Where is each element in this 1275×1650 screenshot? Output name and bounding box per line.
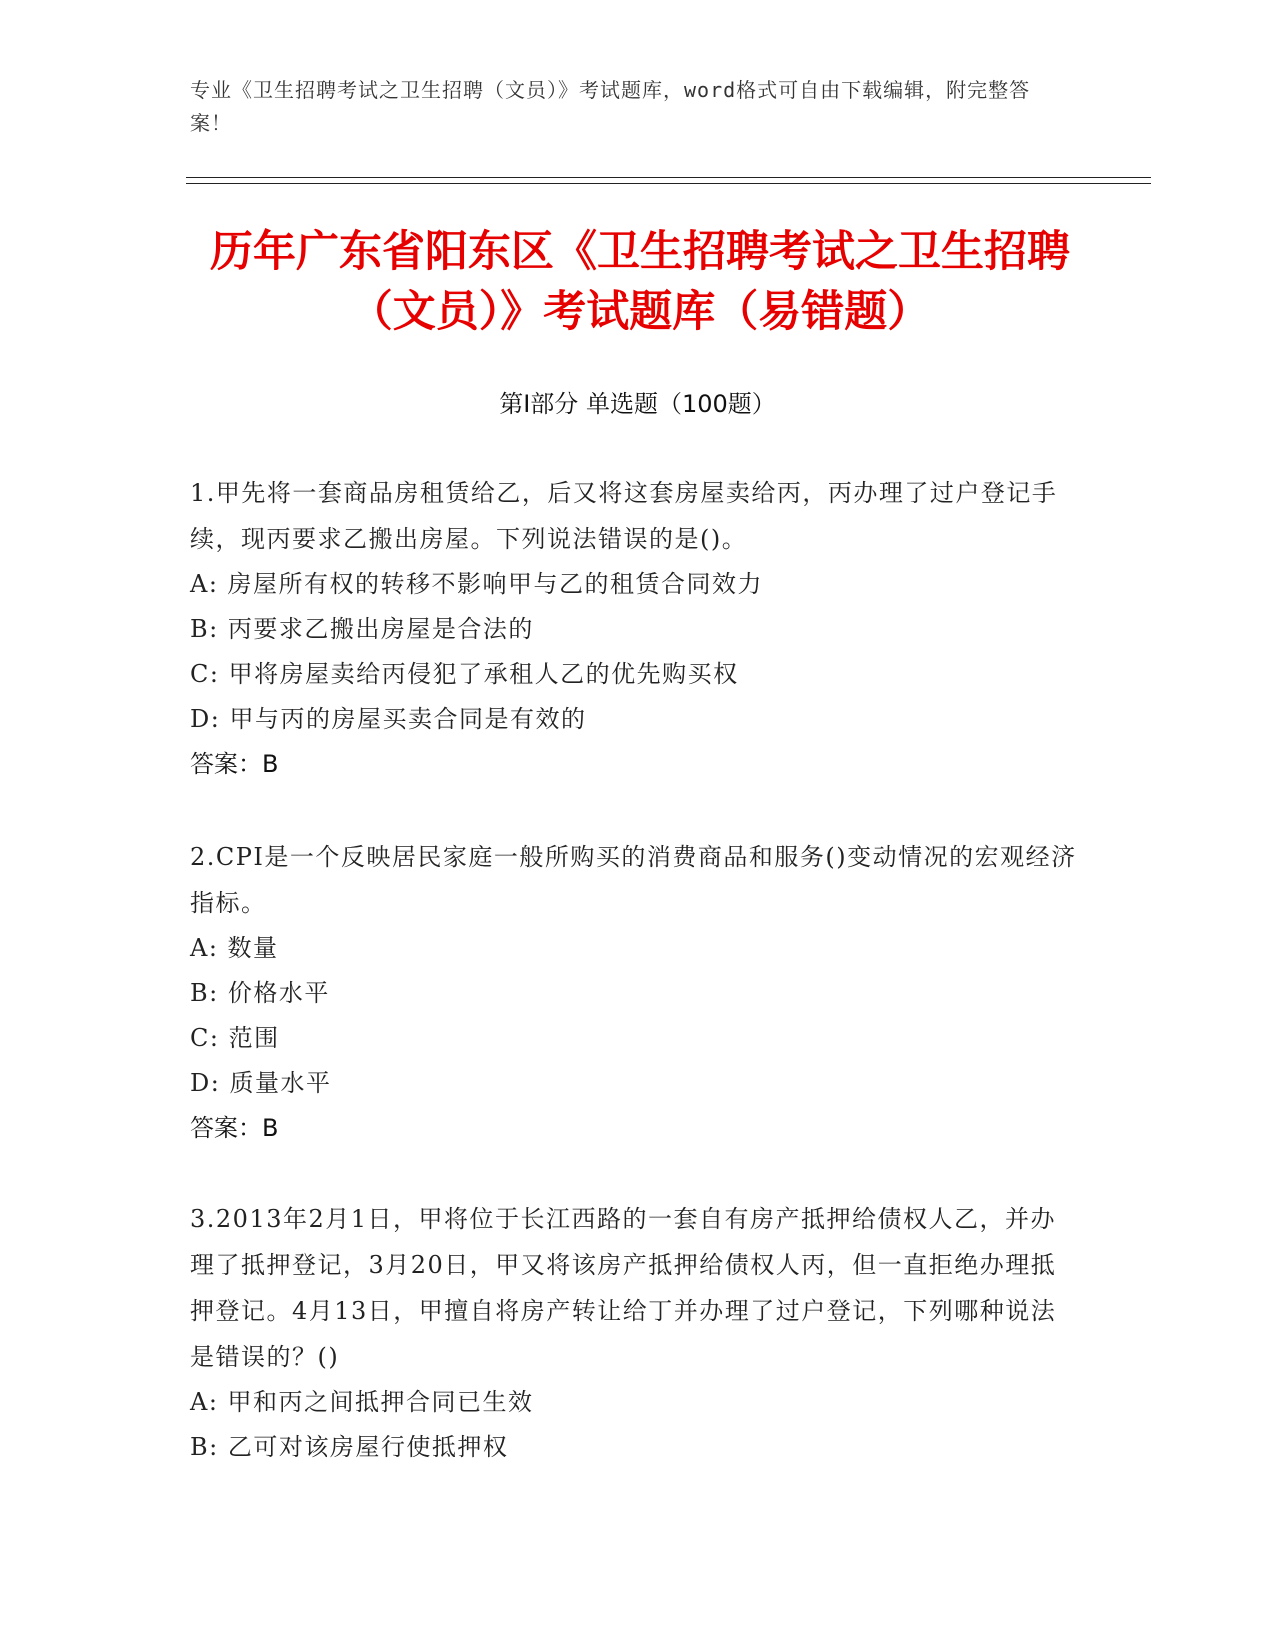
option-a: A: 房屋所有权的转移不影响甲与乙的租赁合同效力	[190, 570, 764, 598]
question-1	[190, 470, 1080, 787]
option-c: C: 甲将房屋卖给丙侵犯了承租人乙的优先购买权	[190, 660, 739, 688]
section-heading: 第Ⅰ部分 单选题（100题）	[499, 390, 776, 418]
header-rule-top	[186, 177, 1151, 178]
question-stem: 1.甲先将一套商品房租赁给乙，后又将这套房屋卖给丙，丙办理了过户登记手续，现丙要求乙搬出房屋。下列说法错误的是()。	[190, 479, 1058, 553]
option-b: B: 丙要求乙搬出房屋是合法的	[190, 615, 534, 643]
document-title: 历年广东省阳东区《卫生招聘考试之卫生招聘（文员）》考试题库（易错题）	[210, 227, 1070, 337]
header-rule-bottom	[186, 183, 1151, 184]
option-b: B: 价格水平	[190, 979, 330, 1007]
question-stem: 2.CPI是一个反映居民家庭一般所购买的消费商品和服务()变动情况的宏观经济指标。	[190, 843, 1077, 917]
answer: 答案：B	[190, 750, 279, 778]
question-2	[190, 834, 1080, 1151]
option-d: D: 质量水平	[190, 1069, 332, 1097]
option-a: A: 甲和丙之间抵押合同已生效	[190, 1388, 534, 1416]
question-stem: 3.2013年2月1日，甲将位于长江西路的一套自有房产抵押给债权人乙，并办理了抵押登记，3月20日，甲又将该房产抵押给债权人丙，但一直拒绝办理抵押登记。4月13日，甲擅自将房产转让给丁并办理了过户登记，下列哪种说法是错误的？()	[190, 1205, 1057, 1371]
answer: 答案：B	[190, 1114, 279, 1142]
option-b: B: 乙可对该房屋行使抵押权	[190, 1433, 509, 1461]
header-note: 专业《卫生招聘考试之卫生招聘（文员）》考试题库，word格式可自由下载编辑，附完整答案！	[190, 78, 1031, 135]
question-3	[190, 1196, 1080, 1470]
option-d: D: 甲与丙的房屋买卖合同是有效的	[190, 705, 587, 733]
option-c: C: 范围	[190, 1024, 280, 1052]
option-a: A: 数量	[190, 934, 279, 962]
